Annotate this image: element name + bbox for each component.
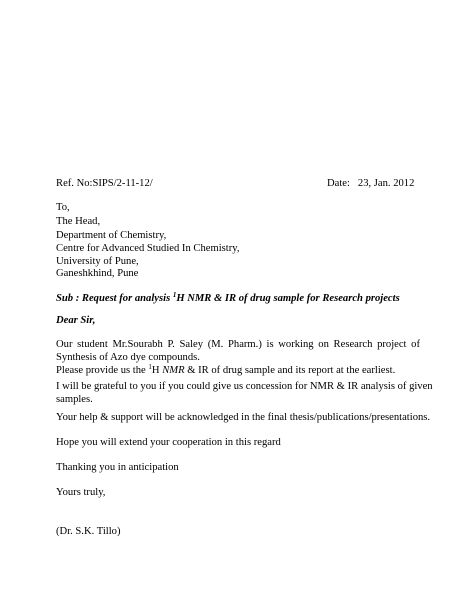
address-line: Department of Chemistry, [56, 230, 167, 241]
paragraph-2 [56, 365, 395, 377]
date-label: Date: [327, 178, 350, 189]
address-line: University of Pune, [56, 256, 139, 267]
subject-superscript: 1 [172, 291, 177, 299]
date-line [327, 178, 414, 190]
salutation: Dear Sir, [56, 315, 96, 326]
subject-prefix: Sub : Request for analysis [56, 293, 173, 304]
paragraph-1-line-2: Synthesis of Azo dye compounds. [56, 352, 200, 363]
closing-thanks: Thanking you in anticipation [56, 462, 179, 473]
address-line: Ganeshkhind, Pune [56, 268, 139, 279]
date-value: 23, Jan. 2012 [357, 178, 415, 189]
reference-number: Ref. No:SIPS/2-11-12/ [56, 178, 153, 189]
subject-rest: H NMR & IR of drug sample for Research projects [176, 293, 400, 304]
to-line: To, [56, 202, 70, 213]
paragraph-3-line-1: I will be grateful to you if you could give us concession for NMR & IR analysis of given [56, 381, 433, 392]
paragraph-5: Hope you will extend your cooperation in this regard [56, 437, 281, 448]
paragraph-2-nmr: NMR [162, 365, 185, 376]
paragraph-2-h: H [151, 365, 163, 376]
address-line: The Head, [56, 216, 101, 227]
subject-line [56, 293, 400, 305]
paragraph-2-prefix: Please provide us the [56, 365, 149, 376]
paragraph-4: Your help & support will be acknowledged in the final thesis/publications/presentations. [56, 412, 431, 423]
paragraph-3-line-2: samples. [56, 394, 93, 405]
signature-name: (Dr. S.K. Tillo) [56, 526, 121, 537]
paragraph-2-superscript: 1 [148, 363, 152, 371]
paragraph-1-line-1: Our student Mr.Sourabh P. Saley (M. Pharm.) is working on Research project of [56, 339, 420, 350]
address-line: Centre for Advanced Studied In Chemistry, [56, 243, 240, 254]
closing-yours-truly: Yours truly, [56, 487, 106, 498]
paragraph-2-rest: & IR of drug sample and its report at the earliest. [184, 365, 396, 376]
